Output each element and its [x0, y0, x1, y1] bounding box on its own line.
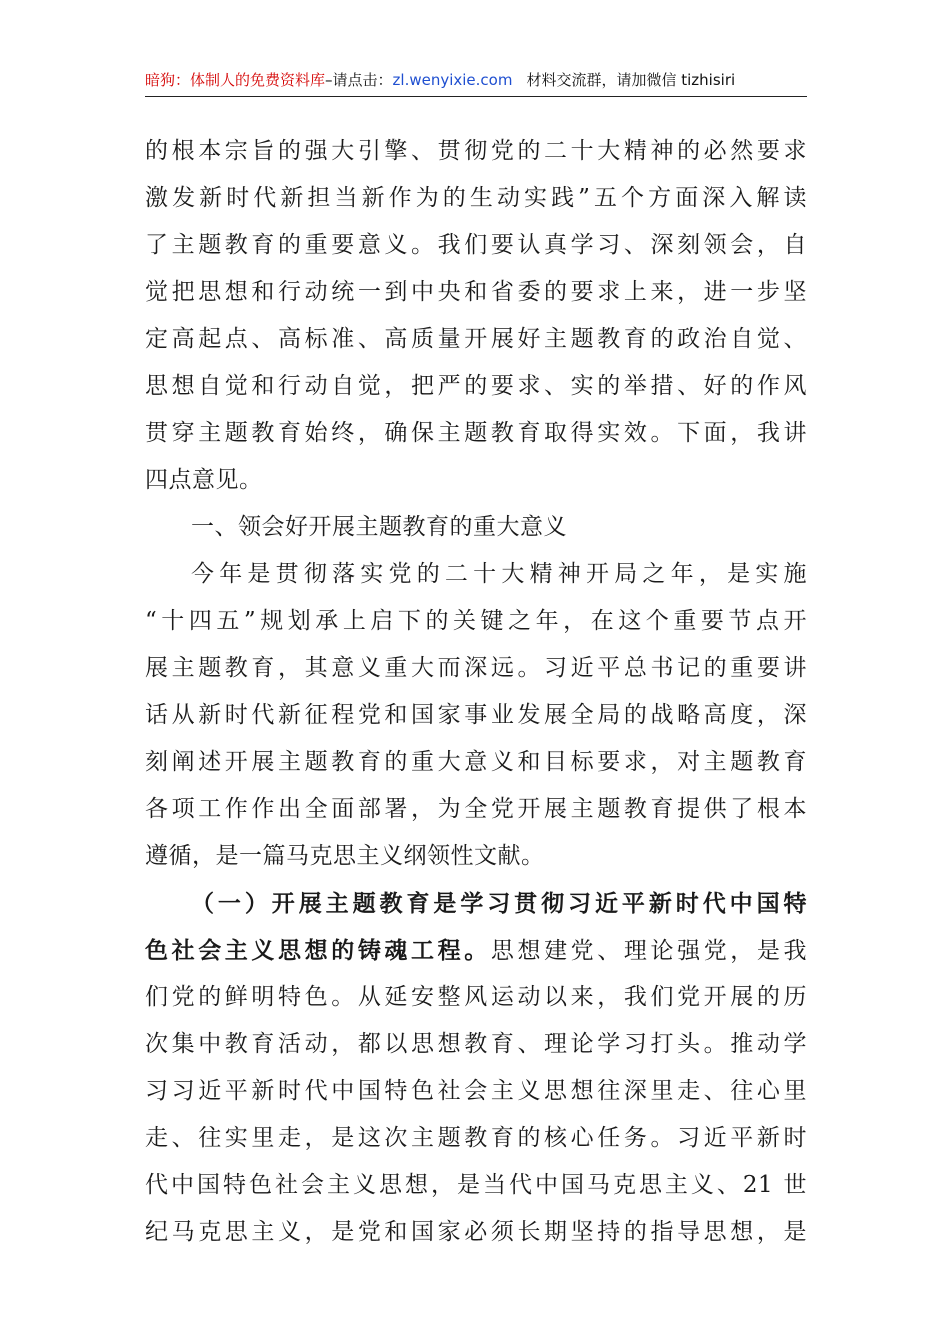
- body-line: 今年是贯彻落实党的二十大精神开局之年，是实施: [191, 561, 807, 587]
- body-line: 了主题教育的重要意义。我们要认真学习、深刻领会，自: [145, 232, 807, 258]
- subsection-heading: （一）开展主题教育是学习贯彻习近平新时代中国特: [191, 890, 807, 917]
- body-line: 刻阐述开展主题教育的重大意义和目标要求，对主题教育: [145, 749, 807, 775]
- body-line: 们党的鲜明特色。从延安整风运动以来，我们党开展的历: [145, 984, 807, 1010]
- header-click-label: –请点击：: [325, 71, 393, 89]
- body-line: 遵循，是一篇马克思主义纲领性文献。: [145, 843, 545, 869]
- header-group-note: 材料交流群，请加微信 tizhisiri: [526, 71, 736, 89]
- body-line: 各项工作作出全面部署，为全党开展主题教育提供了根本: [145, 796, 807, 822]
- section-heading: 一、领会好开展主题教育的重大意义: [191, 514, 567, 540]
- body-line: 次集中教育活动，都以思想教育、理论学习打头。推动学: [145, 1031, 807, 1057]
- header-site-link[interactable]: zl.wenyixie.com: [392, 71, 513, 89]
- body-line: “十四五”规划承上启下的关键之年，在这个重要节点开: [145, 608, 807, 634]
- body-line: 思想自觉和行动自觉，把严的要求、实的举措、好的作风: [145, 373, 807, 399]
- body-line: 展主题教育，其意义重大而深远。习近平总书记的重要讲: [145, 655, 807, 681]
- body-line: 定高起点、高标准、高质量开展好主题教育的政治自觉、: [145, 326, 807, 352]
- body-line: 激发新时代新担当新作为的生动实践”五个方面深入解读: [145, 185, 807, 211]
- body-line: 走、往实里走，是这次主题教育的核心任务。习近平新时: [145, 1125, 807, 1151]
- body-line: 习习近平新时代中国特色社会主义思想往深里走、往心里: [145, 1078, 807, 1104]
- body-line: 四点意见。: [145, 467, 263, 493]
- body-line: 贯穿主题教育始终，确保主题教育取得实效。下面，我讲: [145, 420, 807, 446]
- body-line: 代中国特色社会主义思想，是当代中国马克思主义、21 世: [145, 1172, 807, 1198]
- body-line: [145, 927, 807, 974]
- page-header: [145, 66, 807, 97]
- body-line: 话从新时代新征程党和国家事业发展全局的战略高度，深: [145, 702, 807, 728]
- body-line: 纪马克思主义，是党和国家必须长期坚持的指导思想，是: [145, 1219, 807, 1245]
- subsection-heading-end: 色社会主义思想的铸魂工程。: [145, 937, 491, 964]
- body-line: 觉把思想和行动统一到中央和省委的要求上来，进一步坚: [145, 279, 807, 305]
- body-line: 的根本宗旨的强大引擎、贯彻党的二十大精神的必然要求: [145, 138, 807, 164]
- body-text: 思想建党、理论强党，是我: [490, 938, 807, 964]
- header-site-label: 暗狗：体制人的免费资料库: [145, 71, 326, 89]
- document-body: [145, 128, 807, 1256]
